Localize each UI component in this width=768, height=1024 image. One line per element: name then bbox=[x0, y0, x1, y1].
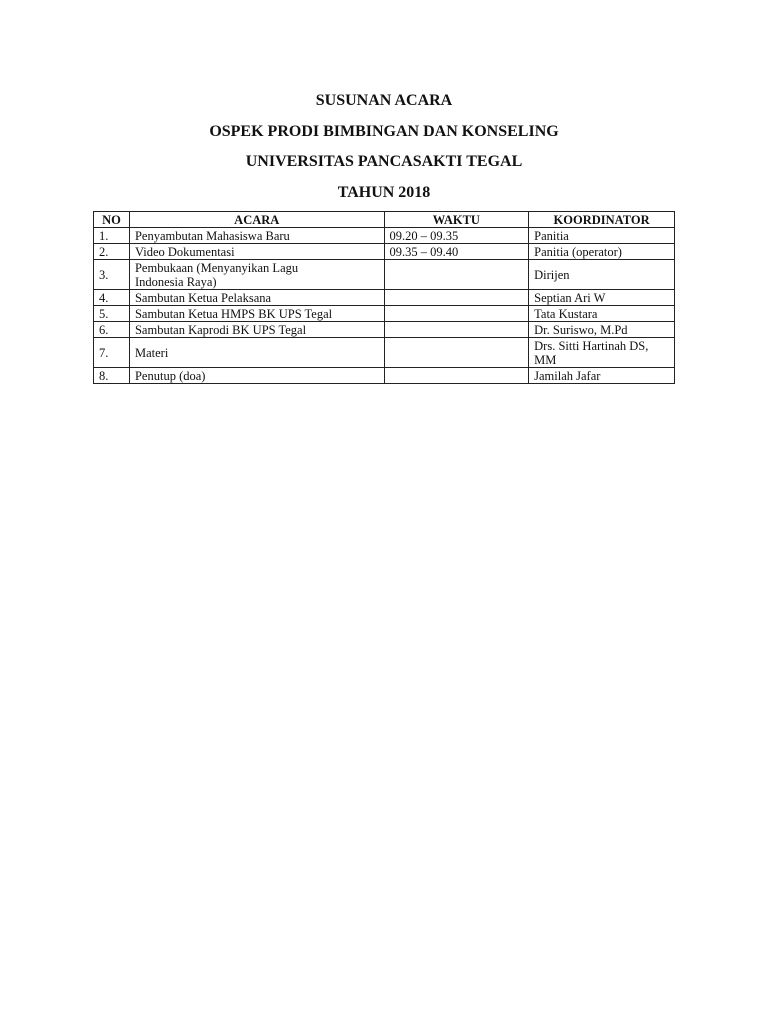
cell-no: 5. bbox=[94, 306, 130, 322]
table-row bbox=[94, 228, 675, 244]
table-row bbox=[94, 290, 675, 306]
cell-koordinator: Dr. Suriswo, M.Pd bbox=[529, 322, 675, 338]
table-row bbox=[94, 338, 675, 368]
cell-no: 6. bbox=[94, 322, 130, 338]
cell-acara: Sambutan Ketua HMPS BK UPS Tegal bbox=[129, 306, 384, 322]
cell-no: 1. bbox=[94, 228, 130, 244]
cell-no: 2. bbox=[94, 244, 130, 260]
cell-acara: Sambutan Ketua Pelaksana bbox=[129, 290, 384, 306]
cell-waktu bbox=[384, 338, 529, 368]
schedule-table bbox=[93, 211, 675, 384]
cell-koordinator: Tata Kustara bbox=[529, 306, 675, 322]
table-header-row bbox=[94, 212, 675, 228]
cell-koordinator: Panitia (operator) bbox=[529, 244, 675, 260]
cell-waktu bbox=[384, 322, 529, 338]
cell-waktu: 09.20 – 09.35 bbox=[384, 228, 529, 244]
table-row bbox=[94, 306, 675, 322]
table-row bbox=[94, 244, 675, 260]
document-header bbox=[0, 86, 768, 208]
cell-acara: Video Dokumentasi bbox=[129, 244, 384, 260]
table-row bbox=[94, 260, 675, 290]
table-row bbox=[94, 368, 675, 384]
cell-acara: Penyambutan Mahasiswa Baru bbox=[129, 228, 384, 244]
cell-waktu bbox=[384, 306, 529, 322]
header-koordinator: KOORDINATOR bbox=[529, 212, 675, 228]
cell-no: 7. bbox=[94, 338, 130, 368]
cell-acara: Penutup (doa) bbox=[129, 368, 384, 384]
title-line-1: SUSUNAN ACARA bbox=[315, 92, 453, 109]
header-acara: ACARA bbox=[129, 212, 384, 228]
cell-waktu bbox=[384, 260, 529, 290]
cell-koordinator: Septian Ari W bbox=[529, 290, 675, 306]
cell-koordinator: Dirijen bbox=[529, 260, 675, 290]
cell-koordinator: Jamilah Jafar bbox=[529, 368, 675, 384]
header-waktu: WAKTU bbox=[384, 212, 529, 228]
cell-no: 8. bbox=[94, 368, 130, 384]
title-line-2: OSPEK PRODI BIMBINGAN DAN KONSELING bbox=[209, 122, 559, 140]
title-line-4: TAHUN 2018 bbox=[337, 183, 431, 201]
cell-koordinator: Drs. Sitti Hartinah DS, MM bbox=[529, 338, 675, 368]
table-row bbox=[94, 322, 675, 338]
cell-acara: Pembukaan (Menyanyikan Lagu Indonesia Raya) bbox=[129, 260, 384, 290]
cell-no: 4. bbox=[94, 290, 130, 306]
cell-waktu bbox=[384, 368, 529, 384]
cell-acara: Materi bbox=[129, 338, 384, 368]
cell-no: 3. bbox=[94, 260, 130, 290]
header-no: NO bbox=[94, 212, 130, 228]
cell-waktu bbox=[384, 290, 529, 306]
cell-waktu: 09.35 – 09.40 bbox=[384, 244, 529, 260]
cell-acara: Sambutan Kaprodi BK UPS Tegal bbox=[129, 322, 384, 338]
title-line-3: UNIVERSITAS PANCASAKTI TEGAL bbox=[245, 153, 523, 170]
cell-koordinator: Panitia bbox=[529, 228, 675, 244]
